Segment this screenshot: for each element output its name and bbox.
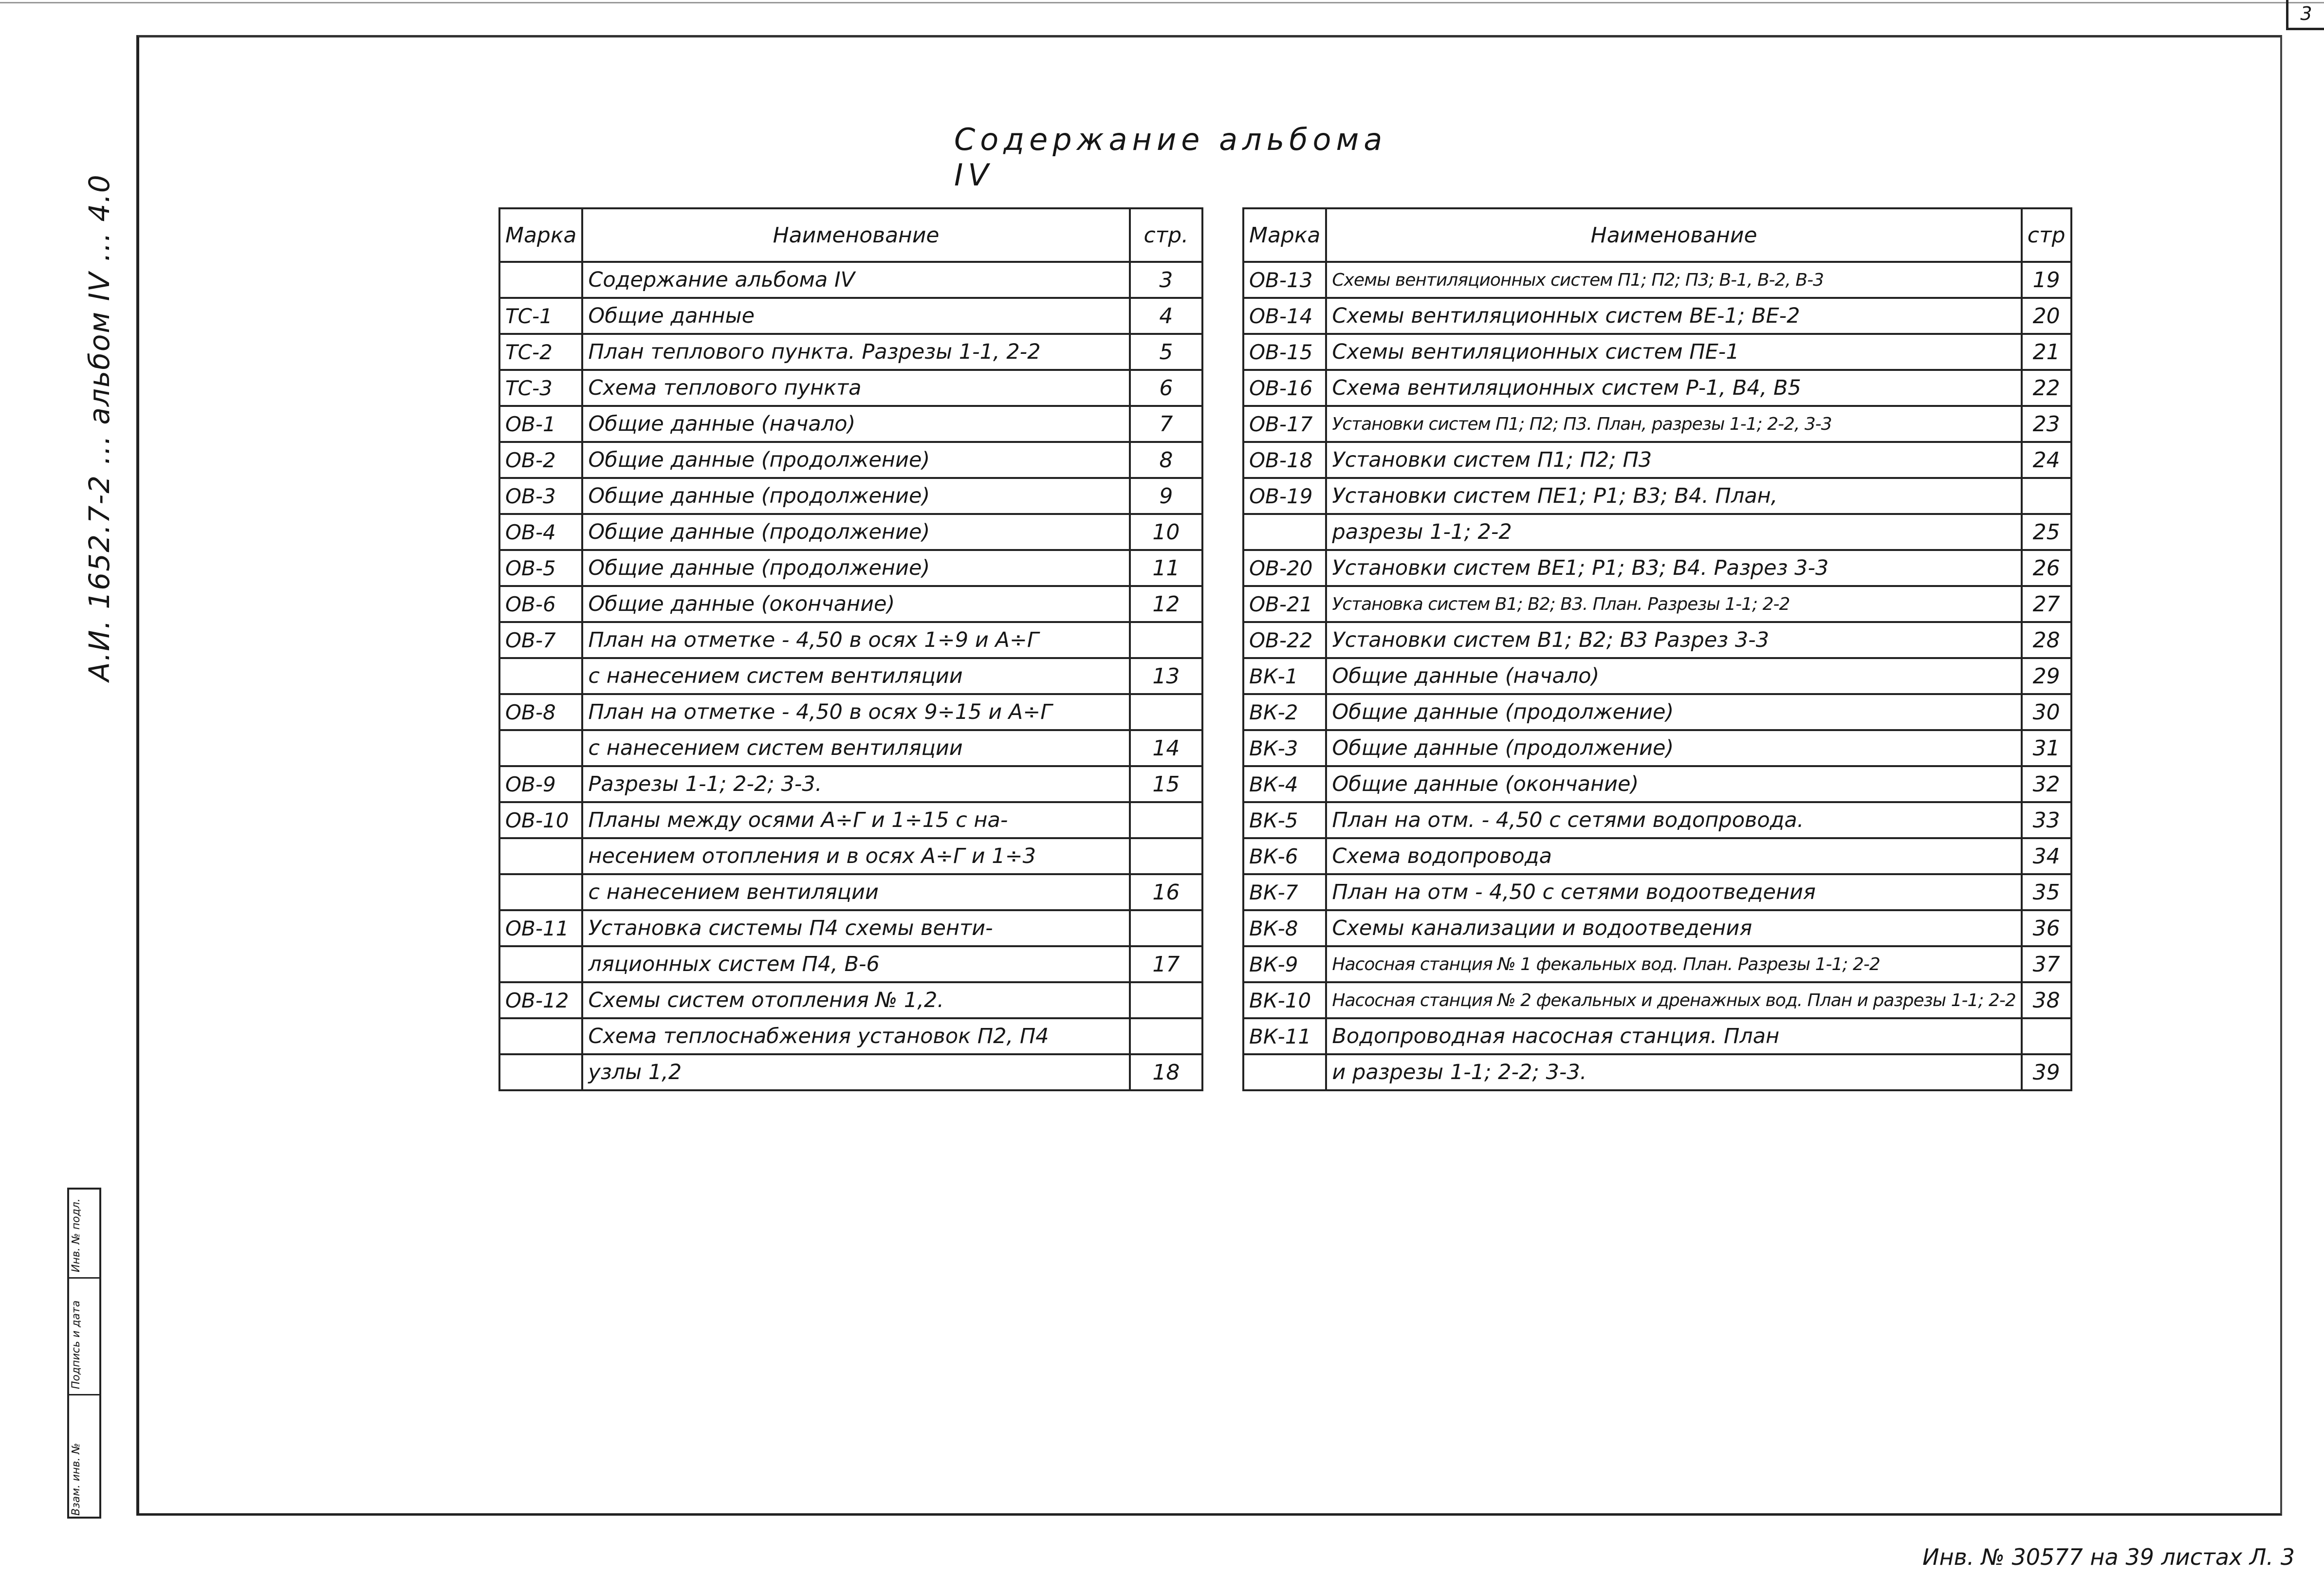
row-page: 21 — [2022, 334, 2071, 370]
table-row — [499, 406, 1202, 442]
contents-table-right — [1242, 207, 2072, 1091]
table-row — [1243, 406, 2071, 442]
table-row — [1243, 334, 2071, 370]
row-page: 3 — [1130, 262, 1202, 298]
table-row — [499, 982, 1202, 1018]
row-name: Водопроводная насосная станция. План — [1326, 1018, 2021, 1054]
row-page — [2022, 478, 2071, 514]
row-name: с нанесением систем вентиляции — [582, 658, 1129, 694]
row-mark — [499, 1018, 582, 1054]
row-page: 20 — [2022, 298, 2071, 334]
row-mark: ОВ-21 — [1243, 586, 1326, 622]
row-page: 33 — [2022, 802, 2071, 838]
row-page: 35 — [2022, 874, 2071, 910]
table-row — [1243, 262, 2071, 298]
row-page — [1130, 622, 1202, 658]
row-mark: ОВ-22 — [1243, 622, 1326, 658]
row-name: Схема вентиляционных систем Р-1, В4, В5 — [1326, 370, 2021, 406]
table-row — [1243, 730, 2071, 766]
row-mark: ВК-9 — [1243, 946, 1326, 982]
row-name: Общие данные (продолжение) — [582, 478, 1129, 514]
row-name: Установки систем ВЕ1; Р1; В3; В4. Разрез 3-3 — [1326, 550, 2021, 586]
row-name: Насосная станция № 1 фекальных вод. План. Разрезы 1-1; 2-2 — [1326, 946, 2021, 982]
row-mark: ВК-10 — [1243, 982, 1326, 1018]
row-name: Схема водопровода — [1326, 838, 2021, 874]
table-row — [499, 586, 1202, 622]
page-number: 3 — [2300, 3, 2312, 24]
row-page: 31 — [2022, 730, 2071, 766]
row-page: 9 — [1130, 478, 1202, 514]
row-page: 4 — [1130, 298, 1202, 334]
table-row — [499, 550, 1202, 586]
header-mark: Марка — [499, 208, 582, 262]
row-mark — [499, 1054, 582, 1090]
row-page: 37 — [2022, 946, 2071, 982]
table-row — [499, 370, 1202, 406]
row-page: 25 — [2022, 514, 2071, 550]
table-body — [499, 262, 1202, 1090]
row-page: 34 — [2022, 838, 2071, 874]
row-page: 17 — [1130, 946, 1202, 982]
table-row — [499, 694, 1202, 730]
row-name: Установки систем П1; П2; П3. План, разрезы 1-1; 2-2, 3-3 — [1326, 406, 2021, 442]
row-name: Общие данные (продолжение) — [1326, 694, 2021, 730]
row-name: Установка системы П4 схемы венти- — [582, 910, 1129, 946]
row-page: 23 — [2022, 406, 2071, 442]
row-name: Планы между осями А÷Г и 1÷15 с на- — [582, 802, 1129, 838]
row-name: Общие данные — [582, 298, 1129, 334]
table-row — [1243, 586, 2071, 622]
row-name: Схема теплоснабжения установок П2, П4 — [582, 1018, 1129, 1054]
row-name: Установки систем П1; П2; П3 — [1326, 442, 2021, 478]
row-name: Содержание альбома IV — [582, 262, 1129, 298]
side-note: А.И. 1652.7-2 ... альбом IV ... 4.0 — [83, 174, 116, 681]
row-name: и разрезы 1-1; 2-2; 3-3. — [1326, 1054, 2021, 1090]
table-row — [1243, 694, 2071, 730]
row-page: 27 — [2022, 586, 2071, 622]
row-page — [1130, 694, 1202, 730]
row-mark: ОВ-11 — [499, 910, 582, 946]
row-mark: ОВ-6 — [499, 586, 582, 622]
table-row — [499, 910, 1202, 946]
inventory-footer: Инв. № 30577 на 39 листах Л. 3 — [1922, 1544, 2295, 1570]
row-mark — [499, 838, 582, 874]
row-name: Установки систем ПЕ1; Р1; В3; В4. План, — [1326, 478, 2021, 514]
row-name: Схемы вентиляционных систем ВЕ-1; ВЕ-2 — [1326, 298, 2021, 334]
row-mark: ОВ-4 — [499, 514, 582, 550]
table-row — [1243, 766, 2071, 802]
row-mark: ТС-1 — [499, 298, 582, 334]
row-mark: ВК-6 — [1243, 838, 1326, 874]
row-mark: ВК-1 — [1243, 658, 1326, 694]
table-row — [1243, 982, 2071, 1018]
row-name: План на отметке - 4,50 в осях 1÷9 и А÷Г — [582, 622, 1129, 658]
row-page: 11 — [1130, 550, 1202, 586]
row-mark: ОВ-7 — [499, 622, 582, 658]
row-page: 13 — [1130, 658, 1202, 694]
table-row — [499, 442, 1202, 478]
row-page: 28 — [2022, 622, 2071, 658]
table-row — [499, 766, 1202, 802]
row-mark: ОВ-14 — [1243, 298, 1326, 334]
row-page: 19 — [2022, 262, 2071, 298]
header-name: Наименование — [1326, 208, 2021, 262]
table-row — [499, 838, 1202, 874]
row-mark: ОВ-10 — [499, 802, 582, 838]
page-number-box — [2286, 0, 2324, 30]
row-mark: ВК-5 — [1243, 802, 1326, 838]
row-mark — [499, 730, 582, 766]
sheet-top-edge — [0, 2, 2324, 3]
row-mark: ОВ-20 — [1243, 550, 1326, 586]
row-mark: ВК-8 — [1243, 910, 1326, 946]
row-name: узлы 1,2 — [582, 1054, 1129, 1090]
row-name: несением отопления и в осях А÷Г и 1÷3 — [582, 838, 1129, 874]
row-page: 15 — [1130, 766, 1202, 802]
row-mark — [499, 946, 582, 982]
row-mark: ТС-2 — [499, 334, 582, 370]
table-row — [1243, 838, 2071, 874]
row-mark: ВК-2 — [1243, 694, 1326, 730]
row-mark — [499, 874, 582, 910]
row-name: Общие данные (продолжение) — [1326, 730, 2021, 766]
table-row — [499, 478, 1202, 514]
row-page: 5 — [1130, 334, 1202, 370]
row-mark: ВК-4 — [1243, 766, 1326, 802]
page-title: Содержание альбома IV — [954, 122, 1387, 193]
table-row — [499, 262, 1202, 298]
row-name: Схема теплового пункта — [582, 370, 1129, 406]
row-mark: ВК-7 — [1243, 874, 1326, 910]
row-mark: ОВ-12 — [499, 982, 582, 1018]
row-name: План на отм. - 4,50 с сетями водопровода. — [1326, 802, 2021, 838]
row-name: Установка систем В1; В2; В3. План. Разрезы 1-1; 2-2 — [1326, 586, 2021, 622]
row-page: 36 — [2022, 910, 2071, 946]
row-page — [2022, 1018, 2071, 1054]
row-name: Схемы канализации и водоотведения — [1326, 910, 2021, 946]
row-mark — [499, 658, 582, 694]
row-name: Общие данные (начало) — [1326, 658, 2021, 694]
row-name: План на отметке - 4,50 в осях 9÷15 и А÷Г — [582, 694, 1129, 730]
row-mark: ОВ-15 — [1243, 334, 1326, 370]
row-name: Общие данные (окончание) — [582, 586, 1129, 622]
table-row — [499, 874, 1202, 910]
table-row — [1243, 946, 2071, 982]
row-name: Схемы систем отопления № 1,2. — [582, 982, 1129, 1018]
row-mark: ОВ-8 — [499, 694, 582, 730]
table-row — [1243, 802, 2071, 838]
row-mark: ОВ-17 — [1243, 406, 1326, 442]
row-page: 38 — [2022, 982, 2071, 1018]
table-row — [499, 730, 1202, 766]
row-mark: ОВ-19 — [1243, 478, 1326, 514]
table-row — [1243, 514, 2071, 550]
row-name: разрезы 1-1; 2-2 — [1326, 514, 2021, 550]
table-row — [499, 802, 1202, 838]
row-name: Общие данные (продолжение) — [582, 550, 1129, 586]
row-mark: ТС-3 — [499, 370, 582, 406]
row-page — [1130, 982, 1202, 1018]
row-page — [1130, 1018, 1202, 1054]
row-name: План на отм - 4,50 с сетями водоотведения — [1326, 874, 2021, 910]
row-name: Насосная станция № 2 фекальных и дренажных вод. План и разрезы 1-1; 2-2 — [1326, 982, 2021, 1018]
table-row — [1243, 622, 2071, 658]
table-row — [1243, 910, 2071, 946]
row-name: Разрезы 1-1; 2-2; 3-3. — [582, 766, 1129, 802]
header-mark: Марка — [1243, 208, 1326, 262]
table-row — [1243, 550, 2071, 586]
header-name: Наименование — [582, 208, 1129, 262]
row-name: с нанесением вентиляции — [582, 874, 1129, 910]
row-page: 29 — [2022, 658, 2071, 694]
row-name: План теплового пункта. Разрезы 1-1, 2-2 — [582, 334, 1129, 370]
row-page: 6 — [1130, 370, 1202, 406]
row-page: 16 — [1130, 874, 1202, 910]
table-row — [499, 1018, 1202, 1054]
row-page: 22 — [2022, 370, 2071, 406]
row-page: 26 — [2022, 550, 2071, 586]
row-mark: ВК-3 — [1243, 730, 1326, 766]
row-name: Схемы вентиляционных систем П1; П2; П3; В-1, В-2, В-3 — [1326, 262, 2021, 298]
stamp-label: Подпись и дата — [70, 1300, 82, 1389]
row-mark: ОВ-16 — [1243, 370, 1326, 406]
header-page: стр. — [1130, 208, 1202, 262]
table-row — [1243, 370, 2071, 406]
table-row — [1243, 442, 2071, 478]
row-page: 12 — [1130, 586, 1202, 622]
row-mark: ОВ-18 — [1243, 442, 1326, 478]
row-page — [1130, 838, 1202, 874]
row-name: Схемы вентиляционных систем ПЕ-1 — [1326, 334, 2021, 370]
stamp-label: Взам. инв. № — [70, 1443, 82, 1516]
table-body — [1243, 262, 2071, 1090]
row-mark: ОВ-9 — [499, 766, 582, 802]
row-page: 24 — [2022, 442, 2071, 478]
table-row — [1243, 658, 2071, 694]
table-row — [499, 658, 1202, 694]
row-page — [1130, 802, 1202, 838]
table-row — [1243, 874, 2071, 910]
table-row — [499, 622, 1202, 658]
stamp-divider — [69, 1277, 99, 1279]
table-row — [499, 298, 1202, 334]
approval-stamp — [67, 1188, 101, 1519]
table-row — [1243, 1018, 2071, 1054]
row-name: Общие данные (окончание) — [1326, 766, 2021, 802]
row-mark: ОВ-3 — [499, 478, 582, 514]
header-page: стр — [2022, 208, 2071, 262]
row-name: Общие данные (продолжение) — [582, 442, 1129, 478]
row-mark — [1243, 514, 1326, 550]
row-name: Установки систем В1; В2; В3 Разрез 3-3 — [1326, 622, 2021, 658]
row-mark — [1243, 1054, 1326, 1090]
row-mark: ОВ-5 — [499, 550, 582, 586]
row-page: 32 — [2022, 766, 2071, 802]
table-row — [1243, 1054, 2071, 1090]
row-page: 7 — [1130, 406, 1202, 442]
table-header-row — [499, 208, 1202, 262]
row-mark: ОВ-13 — [1243, 262, 1326, 298]
row-page: 30 — [2022, 694, 2071, 730]
row-name: Общие данные (начало) — [582, 406, 1129, 442]
row-page: 10 — [1130, 514, 1202, 550]
table-header-row — [1243, 208, 2071, 262]
table-row — [1243, 298, 2071, 334]
row-page: 14 — [1130, 730, 1202, 766]
row-name: с нанесением систем вентиляции — [582, 730, 1129, 766]
row-mark — [499, 262, 582, 298]
row-mark: ВК-11 — [1243, 1018, 1326, 1054]
contents-table-left — [498, 207, 1203, 1091]
table-row — [1243, 478, 2071, 514]
row-page: 8 — [1130, 442, 1202, 478]
row-name: Общие данные (продолжение) — [582, 514, 1129, 550]
table-row — [499, 1054, 1202, 1090]
row-name: ляционных систем П4, В-6 — [582, 946, 1129, 982]
table-row — [499, 514, 1202, 550]
row-page: 39 — [2022, 1054, 2071, 1090]
table-row — [499, 334, 1202, 370]
row-page: 18 — [1130, 1054, 1202, 1090]
row-mark: ОВ-1 — [499, 406, 582, 442]
table-row — [499, 946, 1202, 982]
row-page — [1130, 910, 1202, 946]
stamp-label: Инв. № подл. — [70, 1198, 82, 1272]
stamp-divider — [69, 1394, 99, 1395]
row-mark: ОВ-2 — [499, 442, 582, 478]
